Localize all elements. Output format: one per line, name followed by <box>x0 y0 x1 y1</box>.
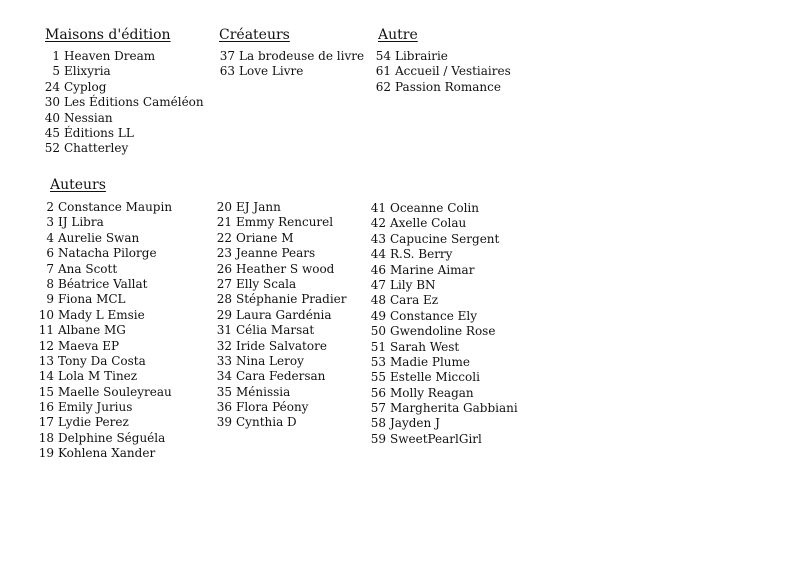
auteurs-col2 <box>214 200 347 431</box>
item-name: Oriane M <box>236 230 294 245</box>
list-item <box>42 141 204 156</box>
item-number: 45 <box>44 125 60 140</box>
list-item <box>36 431 172 446</box>
item-number: 7 <box>46 261 54 276</box>
item-name: Tony Da Costa <box>58 353 146 368</box>
list-item <box>368 355 518 370</box>
list-item <box>36 446 172 461</box>
autre-list <box>373 49 511 95</box>
item-name: Estelle Miccoli <box>390 370 480 385</box>
item-name: Ménissia <box>236 384 291 399</box>
item-number: 4 <box>46 230 54 245</box>
item-number: 52 <box>44 141 60 156</box>
item-number: 21 <box>216 215 232 230</box>
autre-section <box>373 25 511 95</box>
item-name: Mady L Emsie <box>58 307 145 322</box>
list-item <box>36 246 172 261</box>
item-number: 27 <box>216 276 232 291</box>
list-item <box>36 215 172 230</box>
list-item <box>36 308 172 323</box>
item-number: 18 <box>38 430 54 445</box>
item-name: Cyplog <box>64 79 107 94</box>
item-name: Passion Romance <box>395 79 501 94</box>
item-number: 16 <box>38 400 54 415</box>
list-item <box>36 231 172 246</box>
item-name: Célia Marsat <box>236 323 315 338</box>
list-item <box>36 323 172 338</box>
item-name: Cara Ez <box>390 293 439 308</box>
maisons-section <box>42 25 204 157</box>
item-number: 17 <box>38 415 54 430</box>
auteurs-title-wrap <box>50 175 106 199</box>
item-name: Cara Federsan <box>236 369 326 384</box>
maisons-list <box>42 49 204 157</box>
list-item <box>36 200 172 215</box>
item-name: Fiona MCL <box>58 292 126 307</box>
list-item <box>214 215 347 230</box>
item-name: Chatterley <box>64 141 129 156</box>
item-name: Elly Scala <box>236 276 297 291</box>
item-name: Lily BN <box>390 277 436 292</box>
item-number: 1 <box>52 49 60 63</box>
list-item <box>36 277 172 292</box>
item-name: SweetPearlGirl <box>390 431 482 446</box>
item-name: Jeanne Pears <box>236 246 316 261</box>
item-number: 14 <box>38 369 54 384</box>
auteurs-col3 <box>368 201 518 447</box>
item-name: Maelle Souleyreau <box>58 384 172 399</box>
list-item <box>373 64 511 79</box>
item-name: Heather S wood <box>236 261 335 276</box>
item-number: 26 <box>216 261 232 276</box>
item-number: 28 <box>216 292 232 307</box>
item-number: 2 <box>46 200 54 214</box>
auteurs-list-col2 <box>214 200 347 431</box>
item-number: 46 <box>370 262 386 277</box>
list-item <box>36 262 172 277</box>
list-item <box>368 401 518 416</box>
list-item <box>214 277 347 292</box>
list-item <box>42 80 204 95</box>
list-item <box>214 323 347 338</box>
list-item <box>214 415 347 430</box>
item-name: Margherita Gabbiani <box>390 401 518 416</box>
item-number: 29 <box>216 307 232 322</box>
item-name: Maeva EP <box>58 338 120 353</box>
item-name: Nina Leroy <box>236 353 304 368</box>
list-item <box>368 416 518 431</box>
list-item <box>368 432 518 447</box>
item-number: 49 <box>370 308 386 323</box>
item-number: 37 <box>219 49 235 63</box>
item-number: 33 <box>216 353 232 368</box>
item-name: R.S. Berry <box>390 247 453 262</box>
item-name: Laura Gardénia <box>236 307 332 322</box>
item-name: Stéphanie Pradier <box>236 292 347 307</box>
item-number: 48 <box>370 293 386 308</box>
item-name: Emily Jurius <box>58 400 133 415</box>
item-name: Flora Péony <box>236 400 309 415</box>
item-number: 39 <box>216 415 232 430</box>
list-item <box>368 247 518 262</box>
list-item <box>368 340 518 355</box>
item-number: 57 <box>370 401 386 416</box>
item-number: 40 <box>44 110 60 125</box>
list-item <box>42 64 204 79</box>
auteurs-list-col3 <box>368 201 518 447</box>
auteurs-title: Auteurs <box>50 177 106 193</box>
item-name: Gwendoline Rose <box>390 324 496 339</box>
item-name: Marine Aimar <box>390 262 475 277</box>
item-number: 63 <box>219 64 235 79</box>
item-name: Accueil / Vestiaires <box>395 64 511 79</box>
list-item <box>214 292 347 307</box>
list-item <box>214 339 347 354</box>
item-name: Lola M Tinez <box>58 369 138 384</box>
item-name: Madie Plume <box>390 354 470 369</box>
list-item <box>368 324 518 339</box>
item-name: Heaven Dream <box>64 49 156 63</box>
item-number: 56 <box>370 385 386 400</box>
item-number: 42 <box>370 216 386 231</box>
list-item <box>214 246 347 261</box>
item-name: Ana Scott <box>58 261 118 276</box>
item-number: 34 <box>216 369 232 384</box>
list-item <box>214 385 347 400</box>
list-item <box>214 231 347 246</box>
item-number: 53 <box>370 354 386 369</box>
list-item <box>368 278 518 293</box>
item-number: 41 <box>370 201 386 215</box>
item-name: Béatrice Vallat <box>58 276 148 291</box>
item-name: Capucine Sergent <box>390 231 500 246</box>
list-item <box>42 95 204 110</box>
item-number: 30 <box>44 95 60 110</box>
item-number: 55 <box>370 370 386 385</box>
list-item <box>36 292 172 307</box>
list-item <box>36 400 172 415</box>
item-name: Molly Reagan <box>390 385 474 400</box>
item-name: EJ Jann <box>236 200 281 214</box>
list-item <box>214 400 347 415</box>
item-name: Éditions LL <box>64 125 134 140</box>
list-item <box>368 263 518 278</box>
list-item <box>214 262 347 277</box>
item-number: 31 <box>216 323 232 338</box>
item-number: 35 <box>216 384 232 399</box>
item-number: 61 <box>375 64 391 79</box>
list-item <box>373 80 511 95</box>
item-number: 15 <box>38 384 54 399</box>
createurs-title: Créateurs <box>219 27 290 43</box>
list-item <box>368 386 518 401</box>
item-name: Lydie Perez <box>58 415 129 430</box>
item-name: Love Livre <box>239 64 304 79</box>
item-number: 51 <box>370 339 386 354</box>
item-number: 6 <box>46 246 54 261</box>
list-item <box>36 369 172 384</box>
autre-title: Autre <box>378 27 418 43</box>
list-item <box>368 232 518 247</box>
item-name: Emmy Rencurel <box>236 215 334 230</box>
item-name: Natacha Pilorge <box>58 246 157 261</box>
createurs-list <box>217 49 364 80</box>
item-name: Axelle Colau <box>390 216 467 231</box>
list-item <box>214 369 347 384</box>
item-number: 62 <box>375 79 391 94</box>
list-item <box>373 49 511 64</box>
list-item <box>217 49 364 64</box>
list-item <box>368 293 518 308</box>
item-name: Constance Ely <box>390 308 478 323</box>
list-item <box>214 200 347 215</box>
item-number: 43 <box>370 231 386 246</box>
item-number: 8 <box>46 276 54 291</box>
item-number: 32 <box>216 338 232 353</box>
item-number: 59 <box>370 431 386 446</box>
list-item <box>36 354 172 369</box>
item-number: 44 <box>370 247 386 262</box>
auteurs-col1 <box>36 200 172 462</box>
item-name: Iride Salvatore <box>236 338 327 353</box>
maisons-title: Maisons d'édition <box>45 27 171 43</box>
item-number: 36 <box>216 400 232 415</box>
item-name: Elixyria <box>64 64 111 79</box>
list-item <box>214 354 347 369</box>
list-item <box>36 385 172 400</box>
item-number: 10 <box>38 307 54 322</box>
createurs-section <box>217 25 364 80</box>
item-number: 22 <box>216 230 232 245</box>
item-number: 12 <box>38 338 54 353</box>
item-name: Albane MG <box>58 323 126 338</box>
item-number: 9 <box>46 292 54 307</box>
list-item <box>368 201 518 216</box>
item-number: 23 <box>216 246 232 261</box>
item-number: 24 <box>44 79 60 94</box>
item-name: La brodeuse de livre <box>239 49 365 63</box>
item-number: 13 <box>38 353 54 368</box>
item-name: Les Éditions Caméléon <box>64 95 204 110</box>
item-number: 47 <box>370 277 386 292</box>
item-name: IJ Libra <box>58 215 104 230</box>
list-item <box>42 126 204 141</box>
list-item <box>42 111 204 126</box>
item-number: 5 <box>52 64 60 79</box>
item-number: 11 <box>38 323 54 338</box>
list-item <box>368 370 518 385</box>
item-name: Jayden J <box>390 416 440 431</box>
list-item <box>217 64 364 79</box>
list-item <box>42 49 204 64</box>
item-name: Nessian <box>64 110 113 125</box>
list-item <box>36 339 172 354</box>
item-name: Delphine Séguéla <box>58 430 166 445</box>
item-name: Oceanne Colin <box>390 201 479 215</box>
item-number: 19 <box>38 446 54 461</box>
item-name: Constance Maupin <box>58 200 173 214</box>
item-name: Librairie <box>395 49 448 63</box>
item-number: 54 <box>375 49 391 63</box>
item-name: Cynthia D <box>236 415 297 430</box>
item-name: Sarah West <box>390 339 460 354</box>
item-number: 20 <box>216 200 232 214</box>
item-name: Kohlena Xander <box>58 446 156 461</box>
item-number: 50 <box>370 324 386 339</box>
item-number: 58 <box>370 416 386 431</box>
item-number: 3 <box>46 215 54 230</box>
list-item <box>368 309 518 324</box>
list-item <box>36 415 172 430</box>
auteurs-list-col1 <box>36 200 172 462</box>
list-item <box>214 308 347 323</box>
item-name: Aurelie Swan <box>58 230 140 245</box>
list-item <box>368 216 518 231</box>
